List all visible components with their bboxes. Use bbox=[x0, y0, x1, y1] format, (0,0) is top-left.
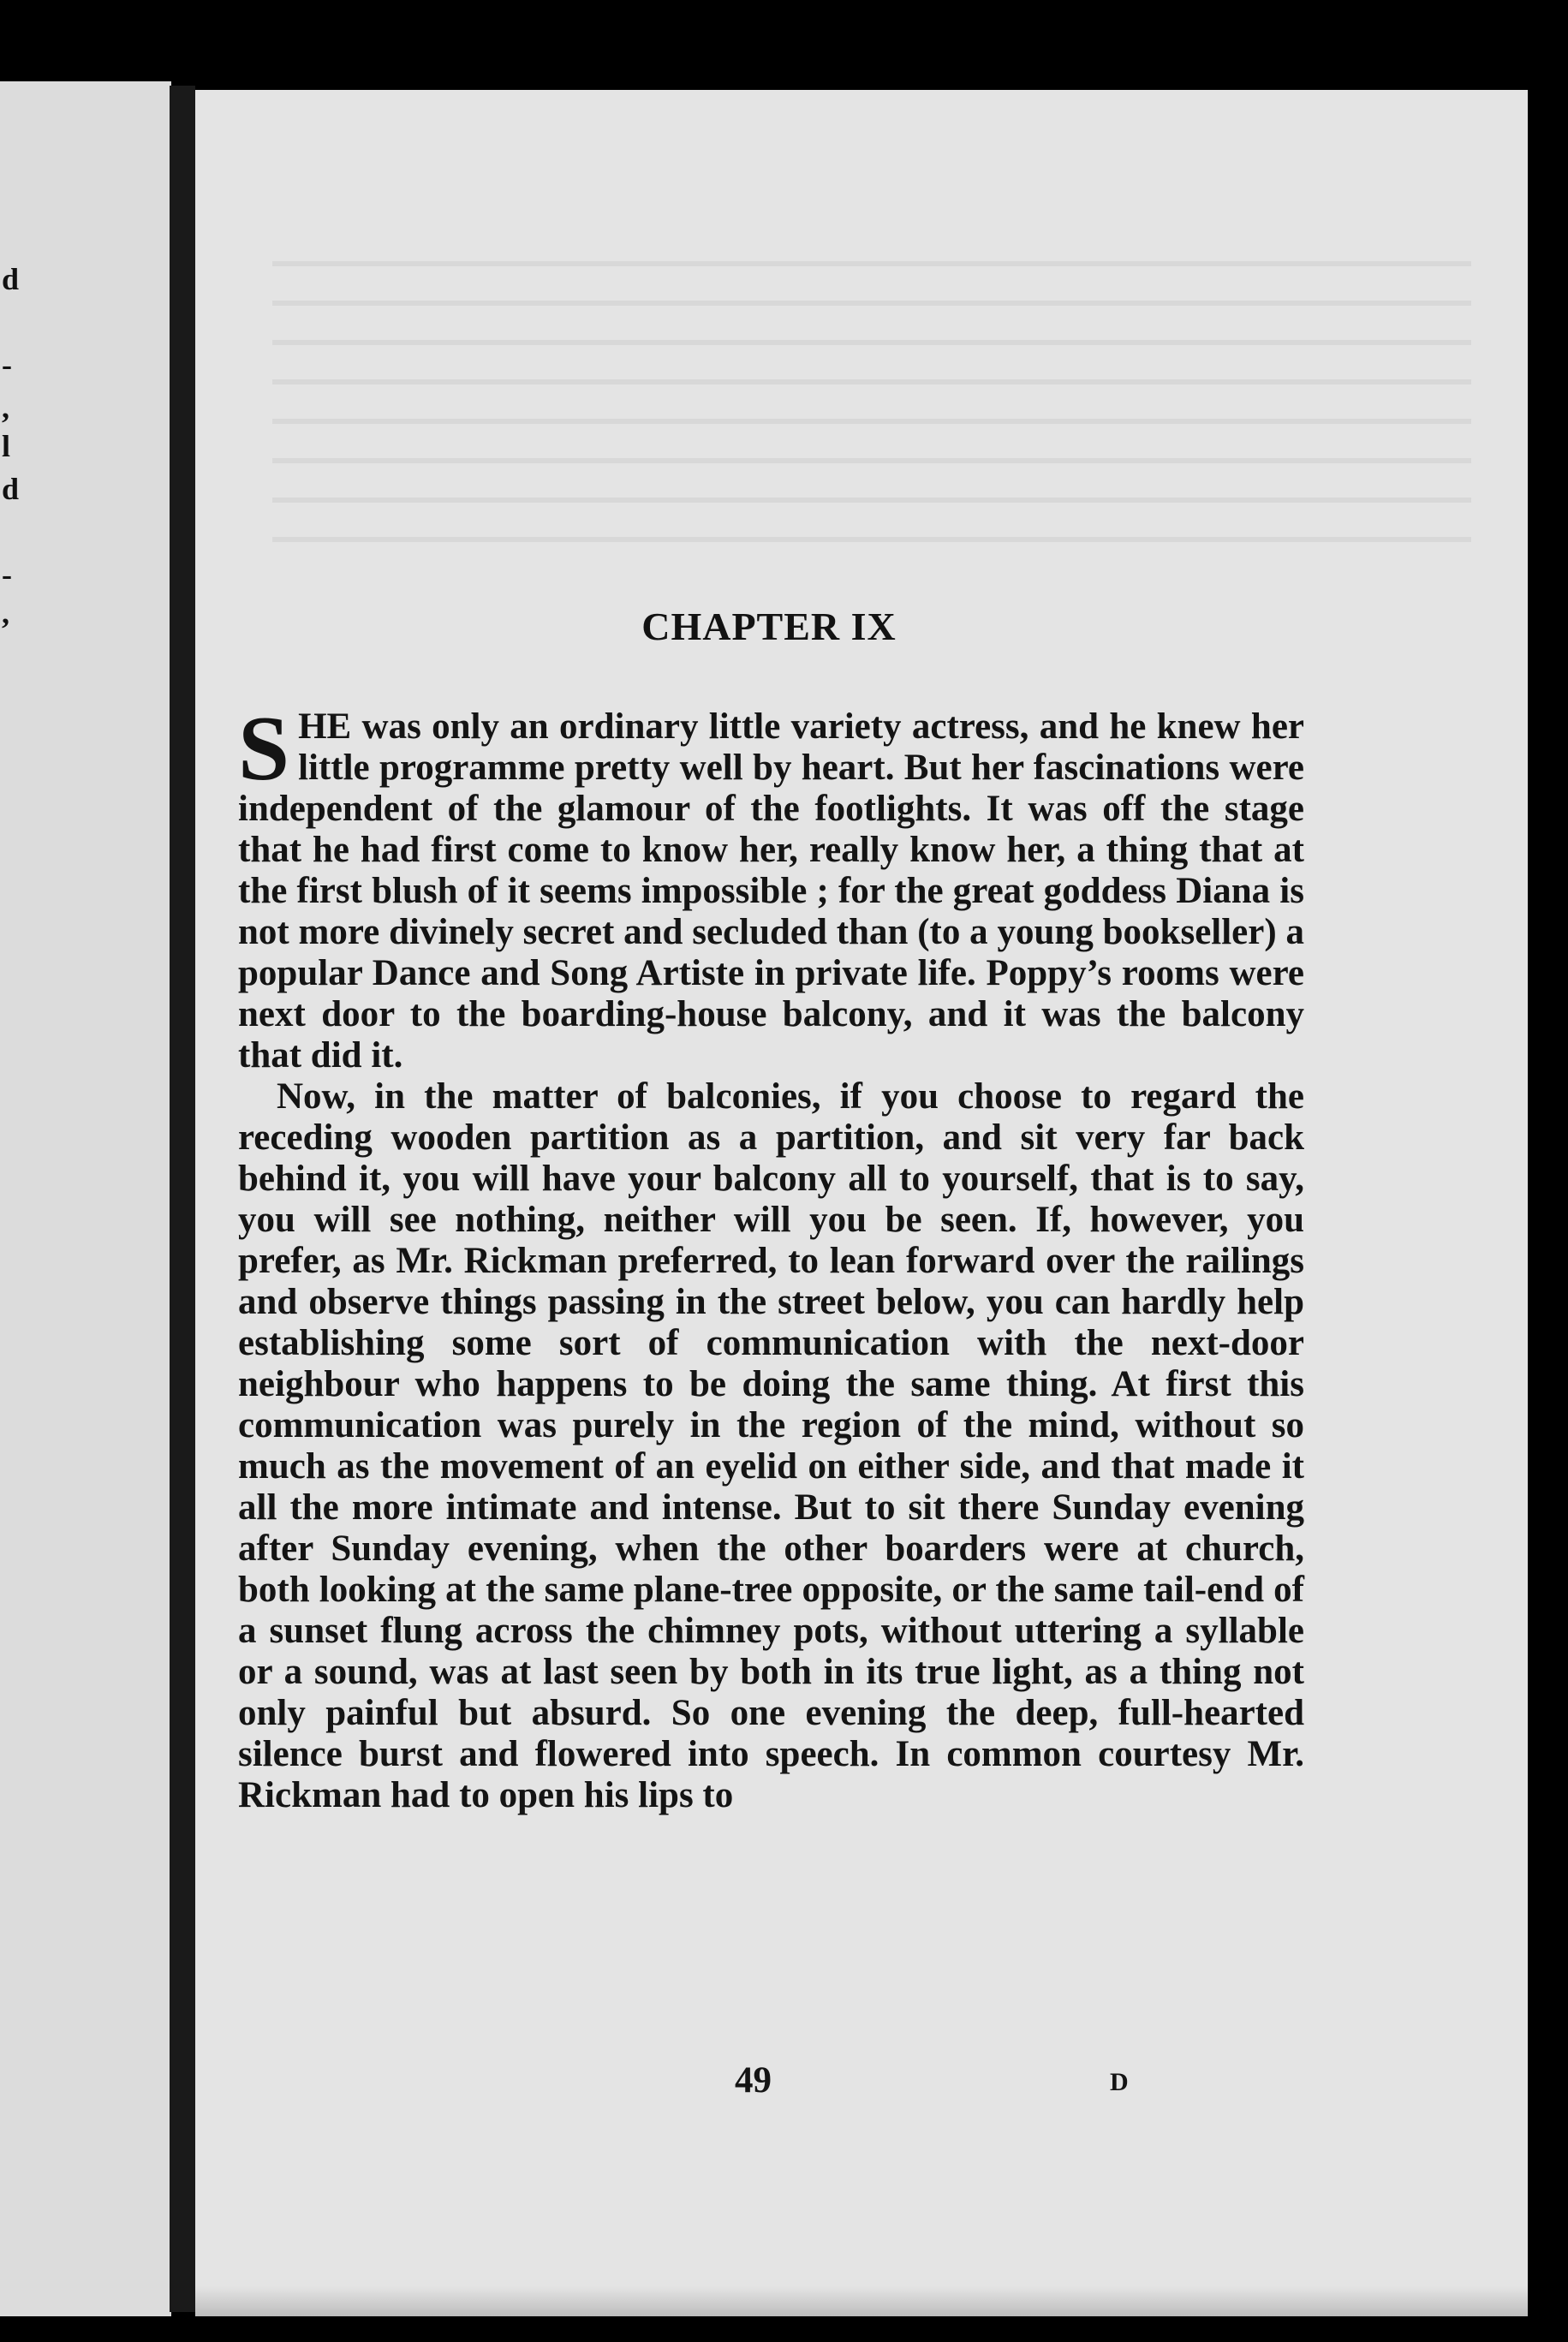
facing-page-fragment: , bbox=[2, 390, 9, 425]
chapter-title: CHAPTER IX bbox=[641, 605, 897, 648]
body-text bbox=[238, 698, 1304, 1816]
facing-page-fragment: d bbox=[2, 262, 20, 296]
drop-cap: S bbox=[238, 698, 290, 800]
paragraph-1 bbox=[238, 698, 1304, 1076]
book-gutter bbox=[170, 86, 195, 2312]
facing-page-fragment: , bbox=[2, 596, 9, 630]
facing-page-edge bbox=[0, 81, 171, 2316]
facing-page-fragment: - bbox=[2, 348, 12, 382]
show-through-text bbox=[272, 261, 1471, 576]
page-bottom-edge bbox=[195, 2286, 1528, 2316]
paragraph-2: Now, in the matter of balconies, if you choose to regard the receding wooden partition as a partition, and sit very far back behind it, you will have your balcony all to yourself, that is to say, you will see nothing, neither will you be seen. If, however, you prefer, as Mr. Rickman preferred, to lean forward over the railings and observe things passing in the street below, you can hardly help establishing some sort of communication with the next-door neighbour who happens to be doing the same thing. At first this communication was purely in the region of the mind, without so much as the movement of an eyelid on either side, and that made it all the more intimate and intense. But to sit there Sunday evening after Sunday evening, when the other boarders were at church, both looking at the same plane-tree opposite, or the same tail-end of a sunset flung across the chimney pots, without uttering a syllable or a sound, was at last seen by both in its true light, as a thing not only painful but absurd. So one evening the deep, full-hearted silence burst and flowered into speech. In common courtesy Mr. Rickman had to open his lips to bbox=[238, 1076, 1304, 1815]
facing-page-fragment: - bbox=[2, 557, 12, 592]
signature-mark: D bbox=[1110, 2068, 1129, 2096]
facing-page-fragment: l bbox=[2, 429, 11, 463]
book-page bbox=[195, 90, 1528, 2316]
right-border bbox=[1528, 86, 1568, 2312]
paragraph-1-text: HE was only an ordinary little variety actress, and he knew her little programme pretty well by heart. But her fascinations were independent of the glamour of the footlights. It was off the stage that he had first come to know her, really know her, a thing that at the first blush of it seems impossible ; for the great goddess Diana is not more divinely secret and secluded than (to a young bookseller) a popular Dance and Song Artiste in private life. Poppy’s rooms were next door to the boarding-house balcony, and it was the balcony that did it. bbox=[238, 706, 1304, 1076]
facing-page-fragment: d bbox=[2, 472, 20, 506]
page-number: 49 bbox=[735, 2060, 772, 2101]
